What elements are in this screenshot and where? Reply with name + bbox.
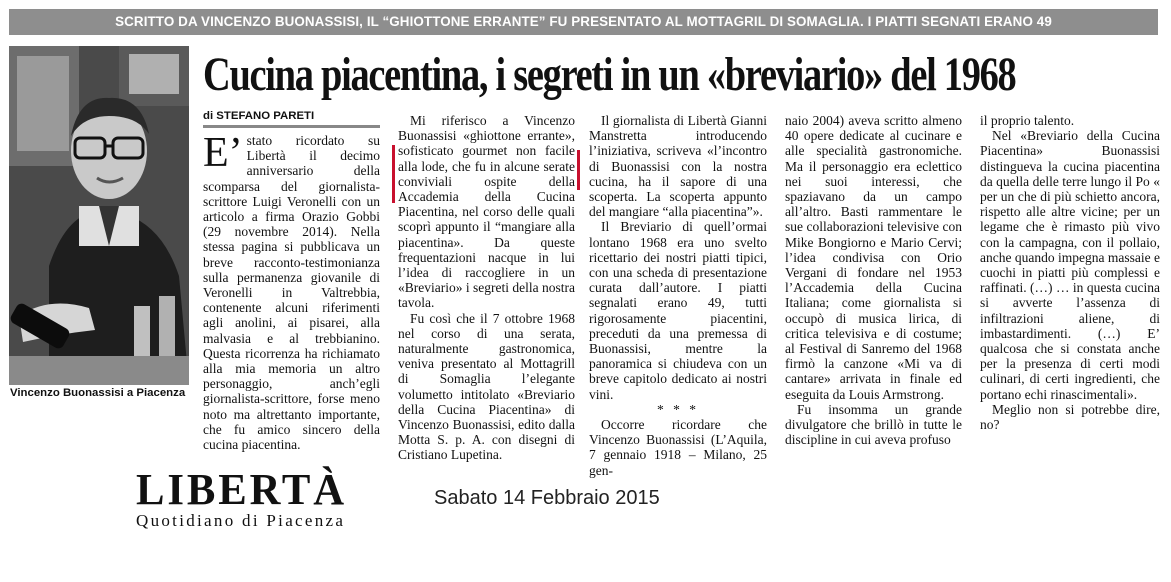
photo-caption: Vincenzo Buonassisi a Piacenza <box>10 387 186 399</box>
byline: di STEFANO PARETI <box>203 110 380 128</box>
drop-cap: E’ <box>203 130 243 176</box>
paragraph: naio 2004) aveva scritto almeno 40 opere dedicate al cucinare e alle specialità gastronomiche. Ma il personaggio era eclettico nei suoi interessi, che spaziavano da un campo all’altro. Basti rammentare le sue collaborazioni televisive con Mike Bongiorno e Mario Cervi; l’idea condivisa con Orio Vergani di fondare nel 1953 l’Accademia della Cucina Italiana; come giornalista si occupò di musica lirica, di critica televisiva e di costume; al Festival di Sanremo del 1968 firmò la canzone «Mi va di cantare» arrivata in finale ed eseguita da Louis Armstrong. <box>785 113 962 402</box>
newspaper-masthead <box>136 465 392 531</box>
paragraph: il proprio talento. <box>980 113 1075 128</box>
masthead-subtitle: Quotidiano di Piacenza <box>136 511 346 530</box>
masthead-name: LIBERTÀ <box>136 465 348 514</box>
article-column-5 <box>980 113 1160 432</box>
article-column-4 <box>785 113 962 447</box>
paragraph: Mi riferisco a Vincenzo Buonassisi «ghiottone errante», sofisticato gourmet non facile alla lode, che fu in alcune serate conviviali ospite della Accademia della Cucina Piacentina, nel corso delle quali scoprì appunto il “mangiare alla piacentina». Da queste frequentazioni nacque in lui l’idea di raccogliere in un «Breviario» i segreti della nostra tavola. <box>398 113 575 311</box>
article-column-2 <box>398 113 575 463</box>
paragraph: Fu insomma un grande divulgatore che brillò in tutte le discipline in cui aveva profuso <box>785 401 962 448</box>
paragraph: Fu così che il 7 ottobre 1968 nel corso di una serata, naturalmente gastronomica, veniva presentato al Mottagrill di Somaglia l’elegante volumetto intitolato «Breviario della Cucina Piacentina» di Vincenzo Buonassisi, edito dalla Motta S. p. A. con disegni di Cristiano Lupetina. <box>398 310 575 463</box>
column-rule-red <box>392 145 395 203</box>
article-headline: Cucina piacentina, i segreti in un «breviario» del 1968 <box>203 48 1016 101</box>
paragraph: Meglio non si potrebbe dire, no? <box>980 401 1160 433</box>
author-photo <box>9 46 189 385</box>
paragraph: Il giornalista di Libertà Gianni Manstretta introducendo l’iniziativa, scriveva «l’incontro di Buonassisi con la nostra cucina, ha il sapore di una scoperta. La scoperta appunto del mangiare “alla piacentina”». <box>589 113 767 220</box>
portrait-illustration <box>9 46 189 385</box>
column-rule-red <box>577 150 580 190</box>
kicker-banner: SCRITTO DA VINCENZO BUONASSISI, IL “GHIOTTONE ERRANTE” FU PRESENTATO AL MOTTAGRIL DI SOMAGLIA. I PIATTI SEGNATI ERANO 49 <box>9 9 1158 35</box>
section-separator: * * * <box>657 401 699 417</box>
publication-date: Sabato 14 Febbraio 2015 <box>434 487 660 509</box>
paragraph: Occorre ricordare che Vincenzo Buonassisi (L’Aquila, 7 gennaio 1918 – Milano, 25 gen- <box>589 417 767 478</box>
paragraph: Nel «Breviario della Cucina Piacentina» Buonassisi distingueva la cucina piacentina da quella delle terre lungo il Po « per un che di più schietto ancora, rispetto alle altre vicine; per un legame che è rimasto più vivo con la campagna, con il pollaio, anche quando impegna massaie e cuochi in piatti più complessi e raffinati. (…) … in questa cucina si avverte l’assenza di infiltrazioni aliene, di imbastardimenti. (…) E’ qualcosa che si constata anche per la presenza di certi modi culinari, di certi ingredienti, che portano echi rinascimentali». <box>980 128 1160 402</box>
paragraph: E’ stato ricordato su Libertà il decimo anniversario della scomparsa del giornalista-scrittore Luigi Veronelli con un articolo a firma Orazio Gobbi (29 novembre 2014). Nella stessa pagina si pubblicava un breve racconto-testimonianza sulla permanenza giovanile di Veronelli in Valtrebbia, contenente alcuni riferimenti agli anolini, ai pisarei, alla malvasia e al trebbianino. Questa ricorrenza ha richiamato alla mia memoria un altro personaggio, anch’egli giornalista-scrittore, forse meno noto ma altrettanto importante, che fu amico sincero della cucina piacentina. <box>203 130 380 453</box>
paragraph: Il Breviario di quell’ormai lontano 1968 era uno svelto ricettario dei nostri piatti tipici, con una scheda di presentazione curata dall’autore. I piatti segnalati erano 49, tutti rigorosamente piacentini, preceduti da una premessa di Buonassisi, mentre la panoramica si chiudeva con un breve capitolo dedicato ai nostri vini. <box>589 219 767 402</box>
article-column-3 <box>589 113 767 478</box>
article-column-1 <box>203 130 380 453</box>
